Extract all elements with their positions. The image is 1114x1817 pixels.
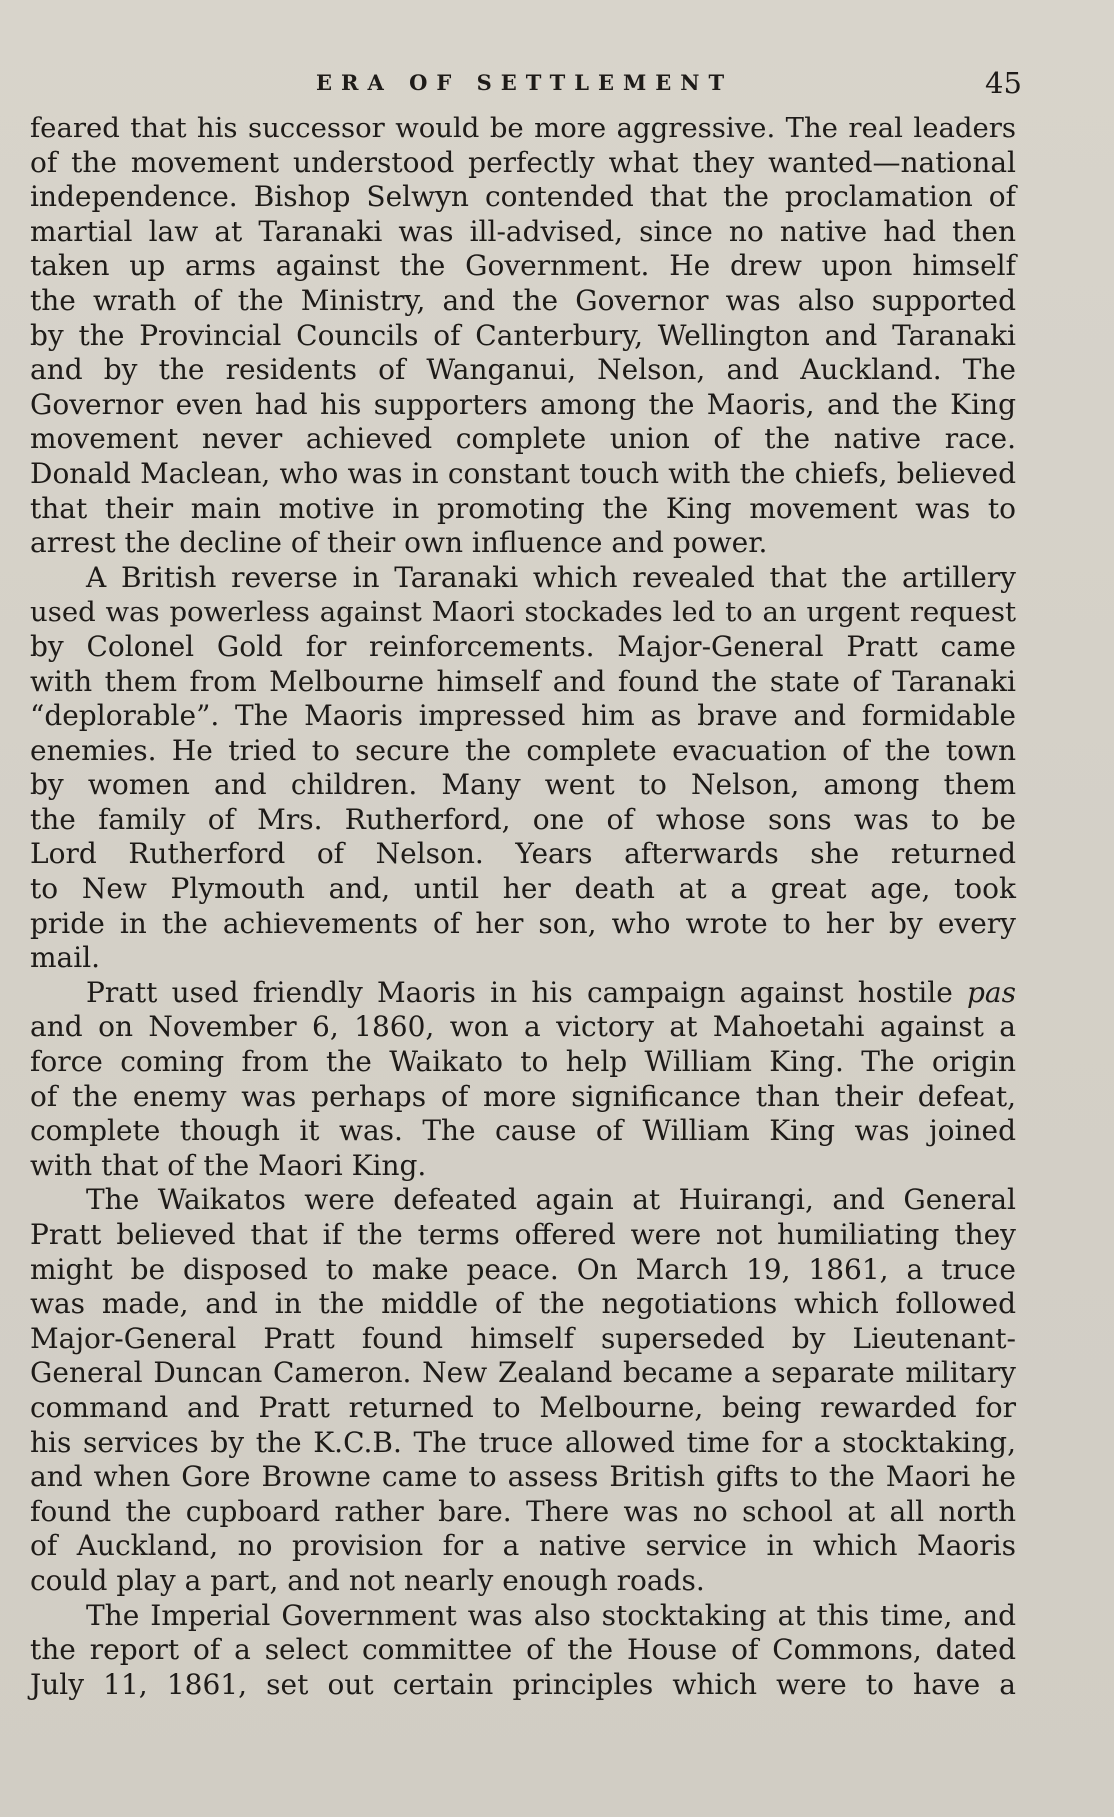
text-line: A British reverse in Taranaki which revealed that the artillery <box>86 560 1016 594</box>
paragraph-3 <box>30 976 1016 1184</box>
paragraph-4 <box>30 1183 1016 1598</box>
running-head-title: ERA OF SETTLEMENT <box>316 70 734 95</box>
text-line: Pratt believed that if the terms offered were not humiliating they <box>30 1218 1016 1251</box>
paragraph-5 <box>30 1599 1016 1703</box>
body-text <box>30 111 1016 1702</box>
text-line: with that of the Maori King. <box>30 1148 427 1182</box>
text-line: with them from Melbourne himself and found the state of Taranaki <box>30 664 1016 698</box>
text-line: the report of a select committee of the House of Commons, dated <box>30 1633 1016 1667</box>
text-line: the family of Mrs. Rutherford, one of whose sons was to be <box>30 802 1016 836</box>
text-line: found the cupboard rather bare. There was no school at all north <box>30 1494 1016 1528</box>
text-line: that their main motive in promoting the King movement was to <box>30 491 1016 525</box>
italic-word: pas <box>967 975 1016 1009</box>
text-line: to New Plymouth and, until her death at a great age, took <box>30 872 1016 906</box>
text-line: could play a part, and not nearly enough roads. <box>30 1563 705 1597</box>
text-line: of Auckland, no provision for a native service in which Maoris <box>30 1529 1016 1563</box>
text-line: mail. <box>30 941 101 975</box>
running-head <box>0 66 1114 100</box>
text-segment: Pratt used friendly Maoris in his campaign against hostile <box>86 975 953 1009</box>
paragraph-2 <box>30 561 1016 976</box>
text-line: pride in the achievements of her son, who wrote to her by every <box>30 906 1016 940</box>
text-line: Lord Rutherford of Nelson. Years afterwards she returned <box>30 837 1016 871</box>
text-line: by women and children. Many went to Nelson, among them <box>30 768 1016 802</box>
text-line: enemies. He tried to secure the complete evacuation of the town <box>30 733 1016 767</box>
text-line: The Imperial Government was also stocktaking at this time, and <box>86 1598 1016 1632</box>
text-line: complete though it was. The cause of William King was joined <box>30 1114 1016 1148</box>
text-line: by Colonel Gold for reinforcements. Major-General Pratt came <box>30 629 1016 663</box>
text-line: by the Provincial Councils of Canterbury, Wellington and Taranaki <box>30 318 1016 352</box>
text-line: feared that his successor would be more aggressive. The real leaders <box>30 112 1016 144</box>
text-line: used was powerless against Maori stockades led to an urgent request <box>30 596 1016 629</box>
text-line: movement never achieved complete union of the native race. <box>30 422 1016 456</box>
text-line: taken up arms against the Government. He drew upon himself <box>30 249 1016 283</box>
text-line <box>30 976 1016 1011</box>
text-line: independence. Bishop Selwyn contended that the proclamation of <box>30 180 1016 214</box>
text-line: Donald Maclean, who was in constant touch with the chiefs, believed <box>30 456 1016 490</box>
text-line: General Duncan Cameron. New Zealand became a separate military <box>30 1356 1016 1390</box>
text-line: The Waikatos were defeated again at Huirangi, and General <box>86 1183 1016 1217</box>
text-line: Major-General Pratt found himself superseded by Lieutenant- <box>30 1321 1016 1355</box>
text-line: his services by the K.C.B. The truce allowed time for a stocktaking, <box>30 1425 1016 1459</box>
text-line: and on November 6, 1860, won a victory at Mahoetahi against a <box>30 1010 1016 1044</box>
text-line: Governor even had his supporters among the Maoris, and the King <box>30 387 1016 421</box>
paragraph-1 <box>30 111 1016 561</box>
text-line: of the movement understood perfectly what they wanted—national <box>30 145 1016 179</box>
text-line: “deplorable”. The Maoris impressed him as brave and formidable <box>30 699 1016 733</box>
page-number: 45 <box>985 66 1022 100</box>
text-line: the wrath of the Ministry, and the Governor was also supported <box>30 283 1016 317</box>
text-line: and when Gore Browne came to assess British gifts to the Maori he <box>30 1460 1016 1494</box>
text-line: force coming from the Waikato to help William King. The origin <box>30 1045 1016 1079</box>
text-line: might be disposed to make peace. On March 19, 1861, a truce <box>30 1252 1016 1286</box>
text-line: arrest the decline of their own influence and power. <box>30 526 768 560</box>
text-line: martial law at Taranaki was ill-advised, since no native had then <box>30 214 1016 248</box>
text-line: command and Pratt returned to Melbourne, being rewarded for <box>30 1390 1016 1424</box>
text-line: July 11, 1861, set out certain principles which were to have a <box>30 1667 1016 1701</box>
text-line: of the enemy was perhaps of more significance than their defeat, <box>30 1079 1016 1113</box>
text-line: and by the residents of Wanganui, Nelson, and Auckland. The <box>30 353 1016 387</box>
text-line: was made, and in the middle of the negotiations which followed <box>30 1287 1016 1321</box>
